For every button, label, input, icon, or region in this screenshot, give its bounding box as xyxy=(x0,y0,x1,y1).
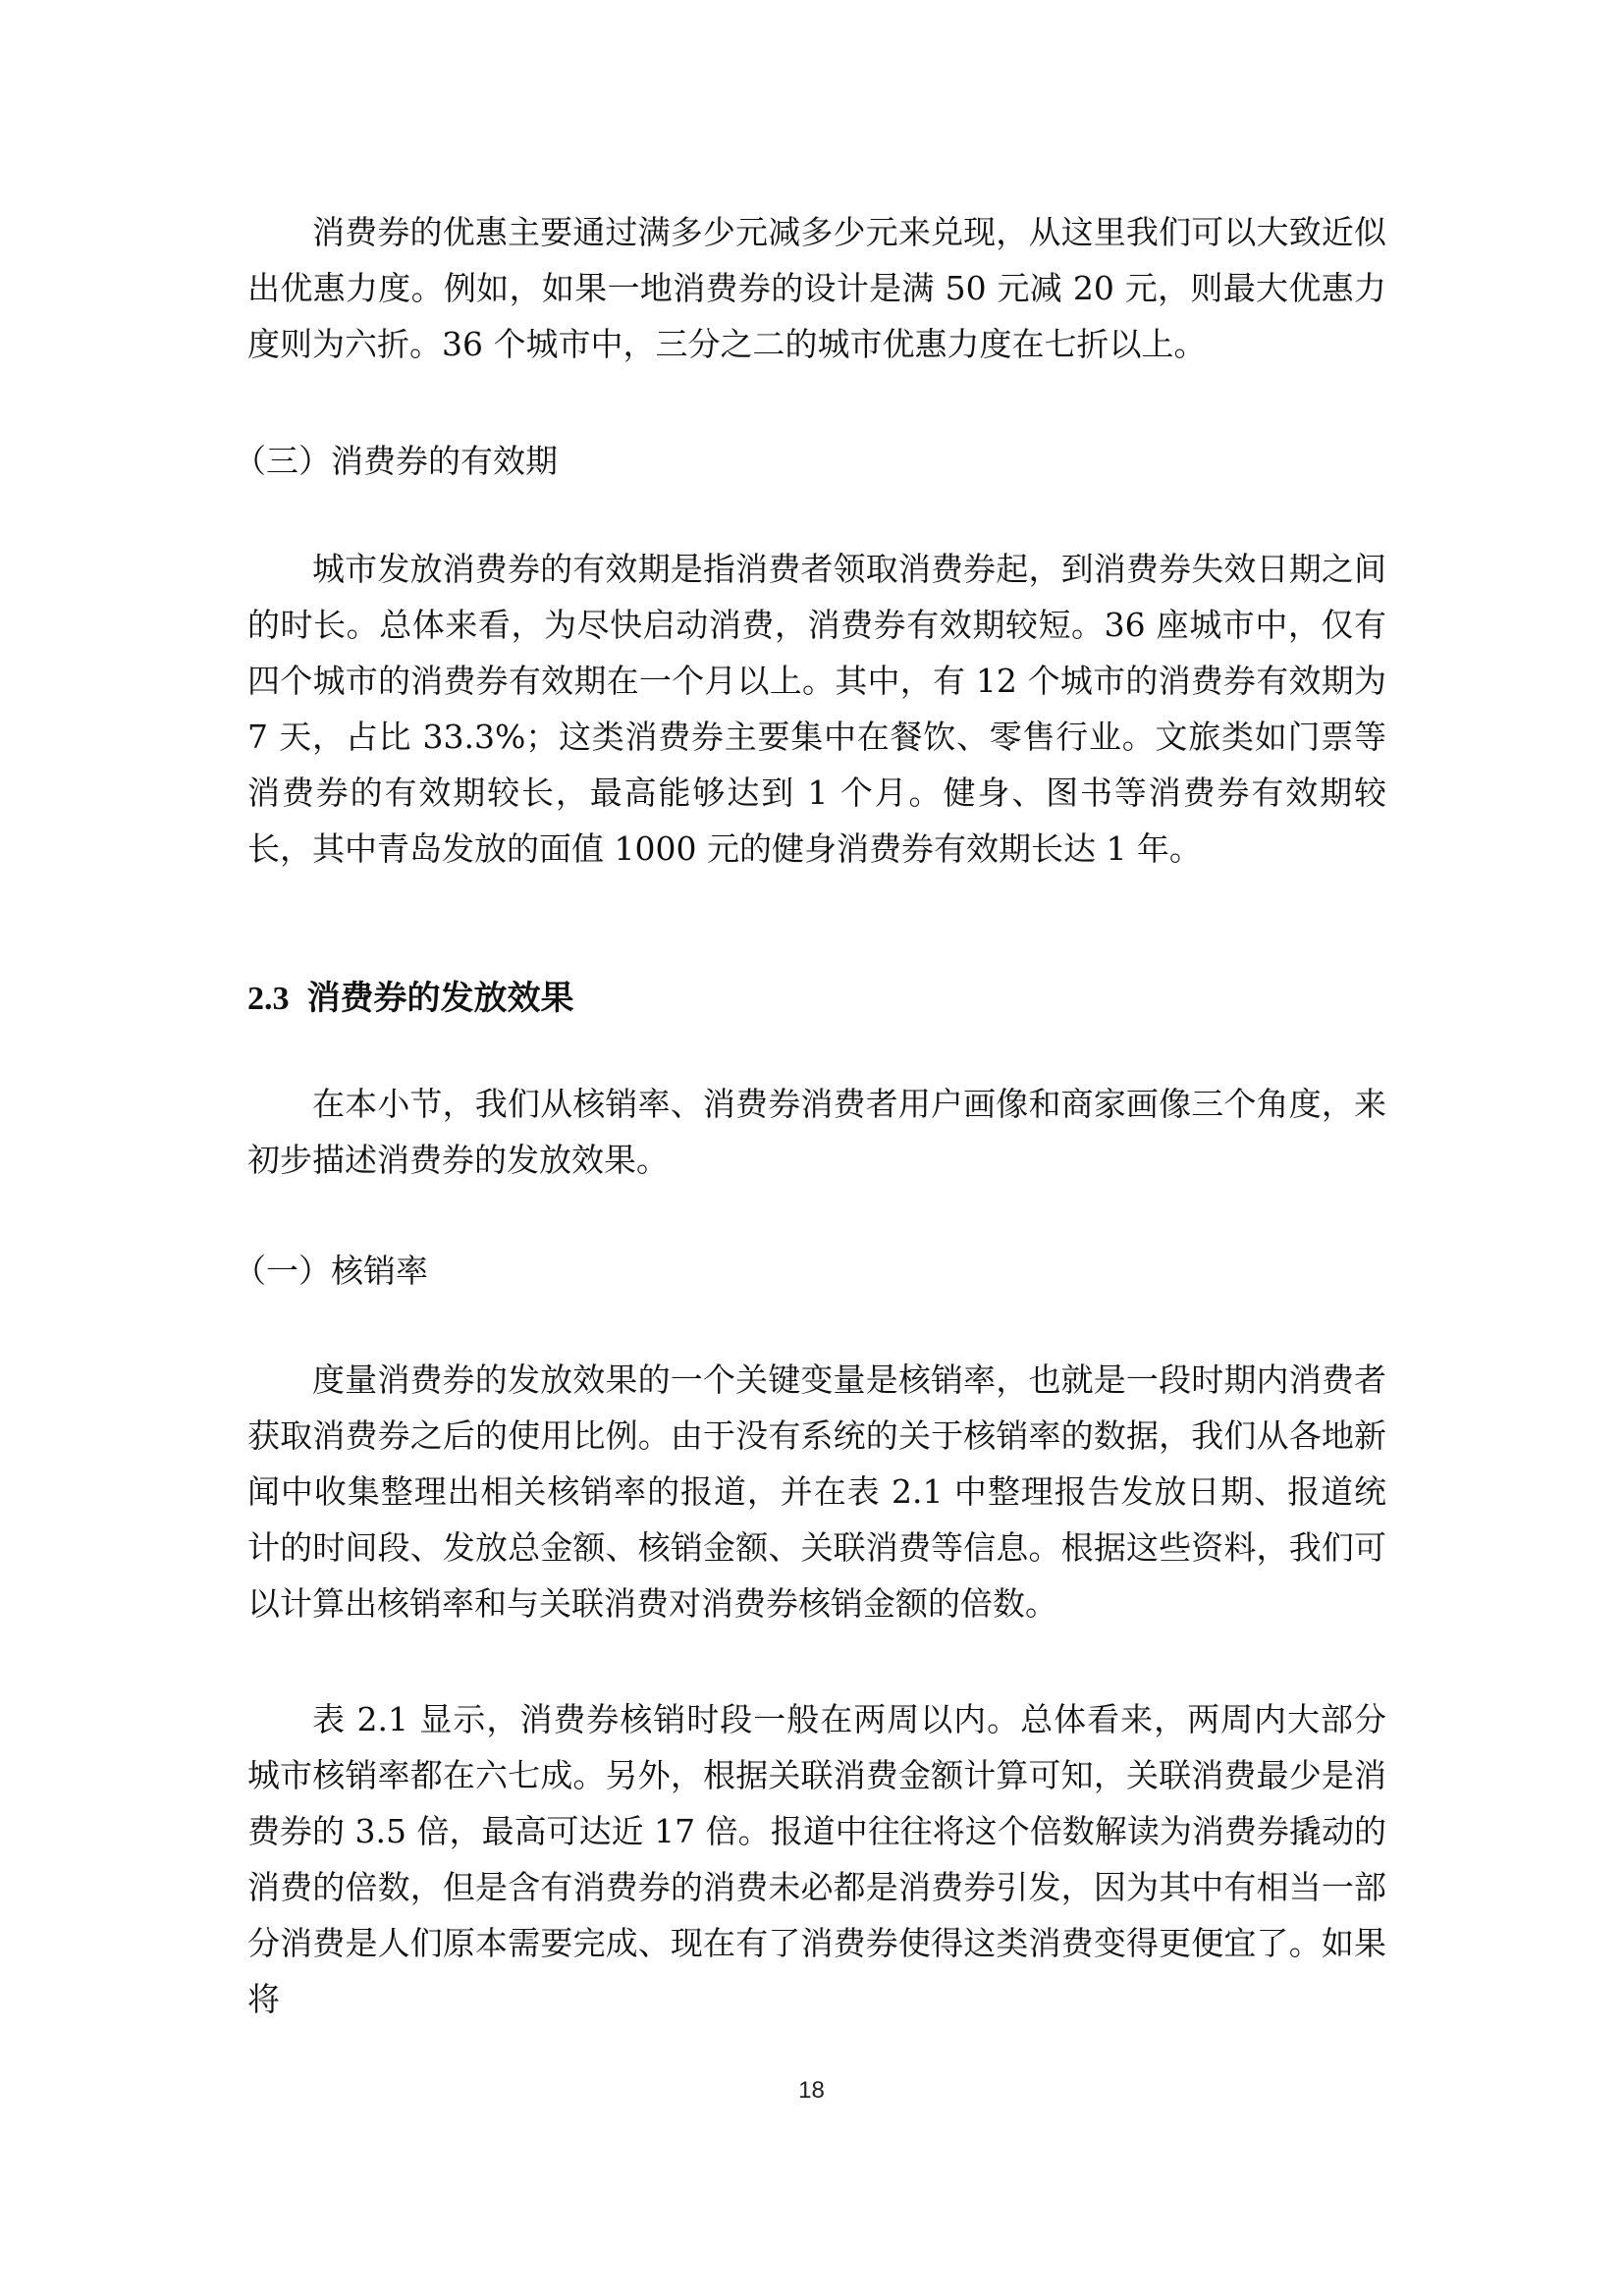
paragraph-section-intro: 在本小节，我们从核销率、消费券消费者用户画像和商家画像三个角度，来初步描述消费券的发放效果。 xyxy=(247,1085,1386,1179)
paragraph-redemption-definition: 度量消费券的发放效果的一个关键变量是核销率，也就是一段时期内消费者获取消费券之后的使用比例。由于没有系统的关于核销率的数据，我们从各地新闻中收集整理出相关核销率的报道，并在表 2.1 中整理报告发放日期、报道统计的时间段、发放总金额、核销金额、关联消费等信息。根据这些资料，我们可以计算出核销率和与关联消费对消费券核销金额的倍数。 xyxy=(247,1361,1386,1623)
subheading-validity-period: （三）消费券的有效期 xyxy=(234,442,558,480)
paragraph-table-findings: 表 2.1 显示，消费券核销时段一般在两周以内。总体看来，两周内大部分城市核销率都在六七成。另外，根据关联消费金额计算可知，关联消费最少是消费券的 3.5 倍，最高可达近 17 倍。报道中往往将这个倍数解读为消费券撬动的消费的倍数，但是含有消费券的消费未必都是消费券引发，因为其中有相当一部分消费是人们原本需要完成、现在有了消费券使得这类消费变得更便宜了。如果将 xyxy=(247,1700,1386,2018)
subheading-redemption-rate: （一）核销率 xyxy=(234,1252,428,1290)
section-heading xyxy=(247,971,574,1027)
section-number: 2.3 xyxy=(247,981,290,1017)
section-title: 消费券的发放效果 xyxy=(306,979,574,1018)
page-number: 18 xyxy=(798,2077,825,2104)
paragraph-validity-period: 城市发放消费券的有效期是指消费者领取消费券起，到消费券失效日期之间的时长。总体来看，为尽快启动消费，消费券有效期较短。36 座城市中，仅有四个城市的消费券有效期在一个月以上。其中，有 12 个城市的消费券有效期为 7 天，占比 33.3%；这类消费券主要集中在餐饮、零售行业。文旅类如门票等消费券的有效期较长，最高能够达到 1 个月。健身、图书等消费券有效期较长，其中青岛发放的面值 1000 元的健身消费券有效期长达 1 年。 xyxy=(247,550,1386,868)
paragraph-discount-strength: 消费券的优惠主要通过满多少元减多少元来兑现，从这里我们可以大致近似出优惠力度。例如，如果一地消费券的设计是满 50 元减 20 元，则最大优惠力度则为六折。36 个城市中，三分之二的城市优惠力度在七折以上。 xyxy=(247,213,1386,363)
